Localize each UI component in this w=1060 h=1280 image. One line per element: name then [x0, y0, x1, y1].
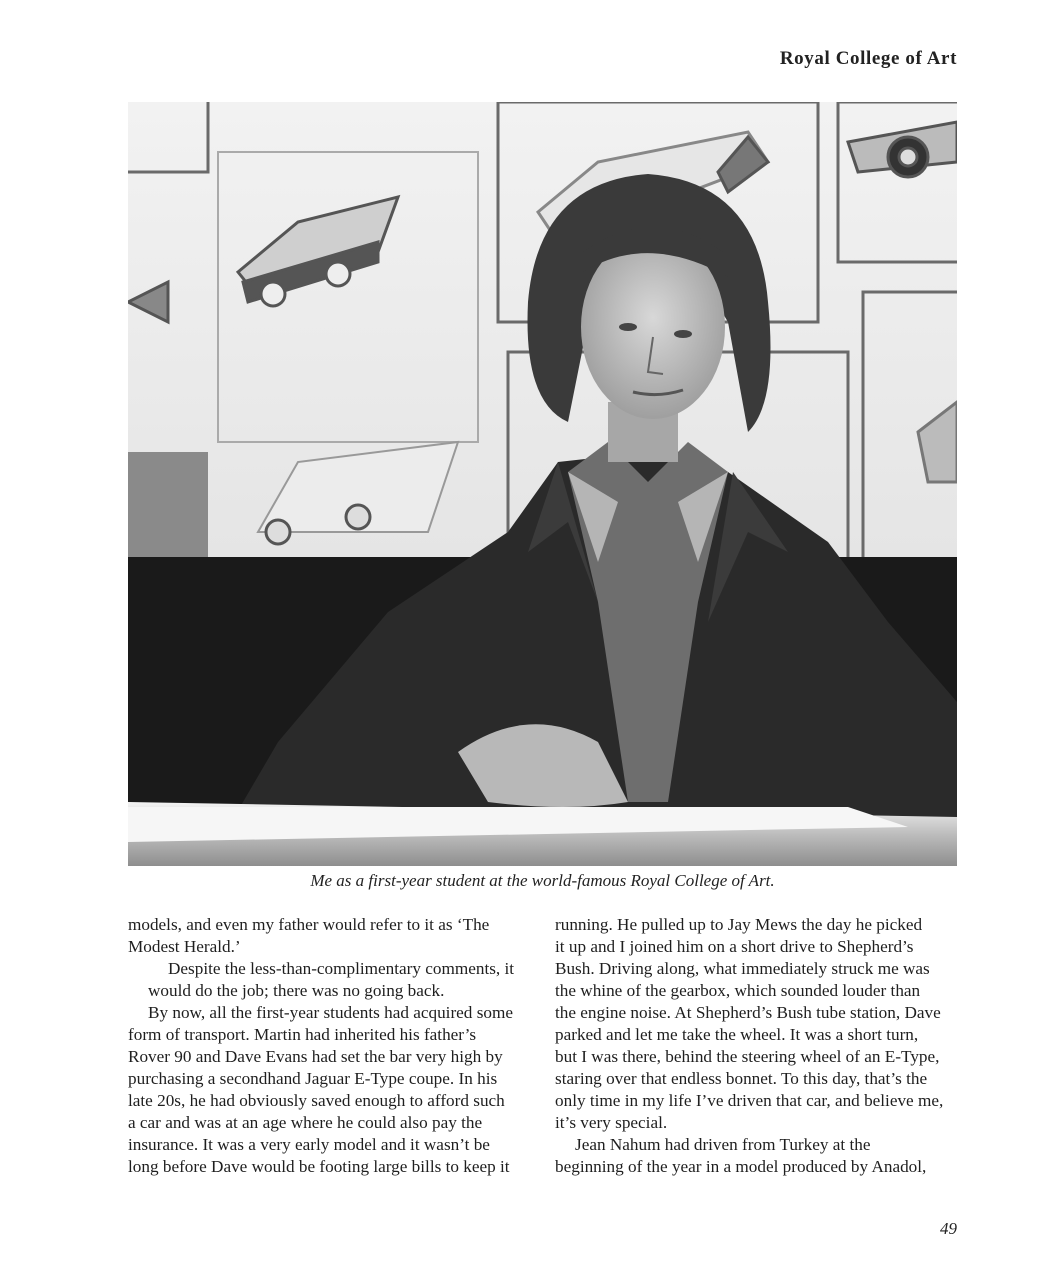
text-line: By now, all the first-year students had acquired some: [148, 1003, 513, 1022]
text-line: insurance. It was a very early model and it wasn’t be: [128, 1135, 490, 1154]
paragraph: [128, 958, 533, 1002]
photo-illustration: [128, 102, 957, 866]
text-line: form of transport. Martin had inherited his father’s: [128, 1025, 477, 1044]
text-line: the whine of the gearbox, which sounded louder than: [555, 981, 921, 1000]
text-line: Bush. Driving along, what immediately struck me was: [555, 959, 930, 978]
text-line: would do the job; there was no going back.: [148, 981, 445, 1000]
page-number: 49: [940, 1219, 957, 1238]
text-line: but I was there, behind the steering wheel of an E-Type,: [555, 1047, 940, 1066]
text-column-left: [128, 914, 533, 1178]
text-line: Despite the less-than-complimentary comments, it: [168, 959, 515, 978]
text-column-right: [555, 914, 960, 1178]
paragraph: [128, 914, 533, 958]
photo-caption: Me as a first-year student at the world-famous Royal College of Art.: [310, 871, 775, 890]
text-line: running. He pulled up to Jay Mews the day he picked: [555, 915, 923, 934]
text-line: a car and was at an age where he could also pay the: [128, 1113, 483, 1132]
text-line: Rover 90 and Dave Evans had set the bar very high by: [128, 1047, 503, 1066]
running-head: Royal College of Art: [779, 48, 957, 69]
text-line: the engine noise. At Shepherd’s Bush tube station, Dave: [555, 1003, 941, 1022]
text-line: beginning of the year in a model produced by Anadol,: [555, 1157, 927, 1176]
text-line: only time in my life I’ve driven that car, and believe me,: [555, 1091, 944, 1110]
paragraph: [128, 1002, 533, 1178]
photograph: [128, 102, 957, 866]
text-line: it’s very special.: [555, 1113, 668, 1132]
text-line: models, and even my father would refer to it as ‘The: [128, 915, 490, 934]
paragraph: [555, 914, 960, 1134]
text-line: Modest Herald.’: [128, 937, 241, 956]
text-line: purchasing a secondhand Jaguar E-Type coupe. In his: [128, 1069, 498, 1088]
text-line: staring over that endless bonnet. To this day, that’s the: [555, 1069, 928, 1088]
text-line: it up and I joined him on a short drive to Shepherd’s: [555, 937, 914, 956]
paragraph: [555, 1134, 960, 1178]
text-line: Jean Nahum had driven from Turkey at the: [575, 1135, 871, 1154]
text-line: long before Dave would be footing large bills to keep it: [128, 1157, 510, 1176]
text-line: parked and let me take the wheel. It was a short turn,: [555, 1025, 919, 1044]
text-line: late 20s, he had obviously saved enough to afford such: [128, 1091, 505, 1110]
